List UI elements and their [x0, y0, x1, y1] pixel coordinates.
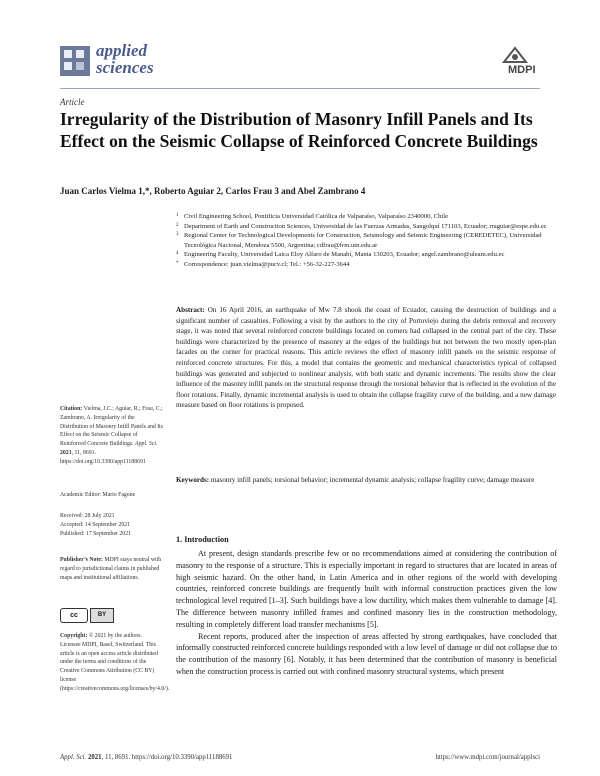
affiliation-item: 2 Department of Earth and Construction Sciences, Universidad de las Fuerzas Armadas, Sangolquí 171103, Ecuador; rraguiar@espe.edu.ec	[176, 222, 547, 230]
page-footer	[60, 754, 540, 761]
author-list: Juan Carlos Vielma 1,*, Roberto Aguiar 2, Carlos Frau 3 and Abel Zambrano 4	[60, 186, 366, 196]
footer-journal-url[interactable]: https://www.mdpi.com/journal/applsci	[435, 754, 540, 761]
publisher-note	[60, 556, 164, 582]
affiliation-item: 4 Engineering Faculty, Universidad Laica Eloy Alfaro de Manabí, Manta 130203, Ecuador; angel.zambrano@uleam.edu.ec	[176, 251, 505, 259]
journal-name-line2: sciences	[96, 58, 154, 77]
footer-journal: Appl. Sci.	[60, 754, 87, 761]
section-heading: 1. Introduction	[176, 535, 229, 544]
affiliation-item: 3 Regional Center for Technological Developments for Construction, Seismology and Seismic Engineering (CEREDETEC), Universidad Tecnológica Nacional, Mendoza 5500, Argentina; cdfrau@frm.utn.edu.ar	[176, 232, 542, 249]
citation-text: Vielma, J.C.; Aguiar, R.; Frau, C.; Zambrano, A. Irregularity of the Distribution of Masonry Infill Panels and Its Effect on the Seismic Collapse of Reinforced Concrete Buildings.	[60, 406, 164, 448]
publisher-note-label: Publisher’s Note:	[60, 557, 103, 563]
citation-doi-link[interactable]: https://doi.org/10.3390/app11188691	[60, 458, 146, 465]
accepted-date: Accepted: 14 September 2021	[60, 521, 131, 528]
correspondence: * Correspondence: juan.vielma@pucv.cl; Tel.: +56-32-227-3644	[176, 260, 350, 268]
by-license-icon[interactable]: BY	[90, 608, 114, 623]
affiliations	[176, 212, 556, 270]
publisher-note-text: MDPI stays neutral with regard to jurisdictional claims in published maps and institutional affiliations.	[60, 557, 162, 581]
dates-block	[60, 512, 164, 538]
copyright-text: © 2021 by the authors. Licensee MDPI, Basel, Switzerland. This article is an open access article distributed under the terms and conditions of the Creative Commons Attribution (CC BY) license (https://creativecommons.org/licenses/by/4.0/).	[60, 633, 170, 692]
body-paragraph: Recent reports, produced after the inspection of areas affected by strong earthquakes, have concluded that informally constructed reinforced concrete buildings responded with a low level of damage or did not collapse due to the contribution of the masonry [6]. Notably, it has been determined that the contribution of masonry is beneficial when the construction process is carried out with confined masonry structural systems, which present	[176, 631, 557, 676]
keywords-text: masonry infill panels; torsional behavior; incremental dynamic analysis; collapse fragility curve; damage measure	[210, 476, 535, 484]
keywords-label: Keywords:	[176, 476, 210, 484]
copyright-label: Copyright:	[60, 633, 88, 639]
journal-name-line1: applied	[96, 41, 147, 60]
article-type: Article	[60, 97, 85, 107]
citation-volume: , 11, 8691.	[71, 449, 97, 456]
affiliation-item: 1 Civil Engineering School, Pontificia Universidad Católica de Valparaíso, Valparaíso 2340000, Chile	[176, 213, 449, 220]
body-paragraph: At present, design standards prescribe few or no recommendations aimed at considering the contribution of masonry to the response of a structure. This is especially important in regard to structures that are located in areas of high seismic hazard. On the other hand, in Latin America and in other regions of the world with developing countries, reinforced concrete buildings are frequently built with informal construction practices given the low technological level required [1–3]. Such buildings have a low ductility, which makes them vulnerable to damage [4]. The difference between masonry infilled frames and confined masonry lies in the construction methodology, resulting in completely different load transfer mechanisms [5].	[176, 549, 557, 629]
abstract-text: On 16 April 2016, an earthquake of Mw 7.8 shook the coast of Ecuador, causing the destruction of buildings and a significant number of casualties. Following a visit by the authors to the city of Portoviejo during the debris removal and recovery stage, it was noted that several reinforced concrete buildings located on corners had collapsed in the central part of the city. These buildings were characterized by the presence of masonry at the edges of the buildings but not between the two mostly open-plan facades on the corner for practical reasons. This article reviews the effect of masonry infill panels on the seismic response of reinforced concrete structures. For this, a model that contains the geometric and mechanical characteristics typical of collapsed buildings was generated and subjected to nonlinear analysis, with both static and dynamic increments. The results show the clear influence of the masonry infill panels on the structural response through the torsional behavior that is reflected in the evolution of the floor rotations. Finally, dynamic incremental analysis is used to obtain the collapse fragility curve of the building, and a new damage measure based on floor rotations is proposed.	[176, 306, 557, 410]
citation-block	[60, 405, 164, 467]
header-rule	[60, 88, 540, 89]
article-title: Irregularity of the Distribution of Masonry Infill Panels and Its Effect on the Seismic Collapse of Reinforced Concrete Buildings	[60, 109, 538, 151]
abstract-label: Abstract:	[176, 306, 205, 314]
footer-year: 2021	[87, 754, 102, 761]
journal-name	[96, 42, 154, 76]
mdpi-logo-icon	[500, 46, 530, 64]
publisher-name: MDPI	[508, 64, 536, 76]
academic-editor: Academic Editor: Mario Fagone	[60, 492, 136, 498]
copyright-block	[60, 632, 170, 694]
journal-logo	[60, 46, 90, 76]
citation-year: 2021	[60, 449, 72, 456]
abstract	[176, 305, 556, 411]
citation-journal: Appl. Sci.	[135, 441, 158, 448]
citation-label: Citation:	[60, 406, 83, 412]
keywords	[176, 475, 556, 486]
body-text	[176, 548, 557, 678]
published-date: Published: 17 September 2021	[60, 530, 132, 537]
received-date: Received: 28 July 2021	[60, 513, 115, 519]
footer-volume-doi: , 11, 8691. https://doi.org/10.3390/app11188691	[101, 754, 233, 761]
cc-license-icon[interactable]: cc	[60, 608, 88, 623]
